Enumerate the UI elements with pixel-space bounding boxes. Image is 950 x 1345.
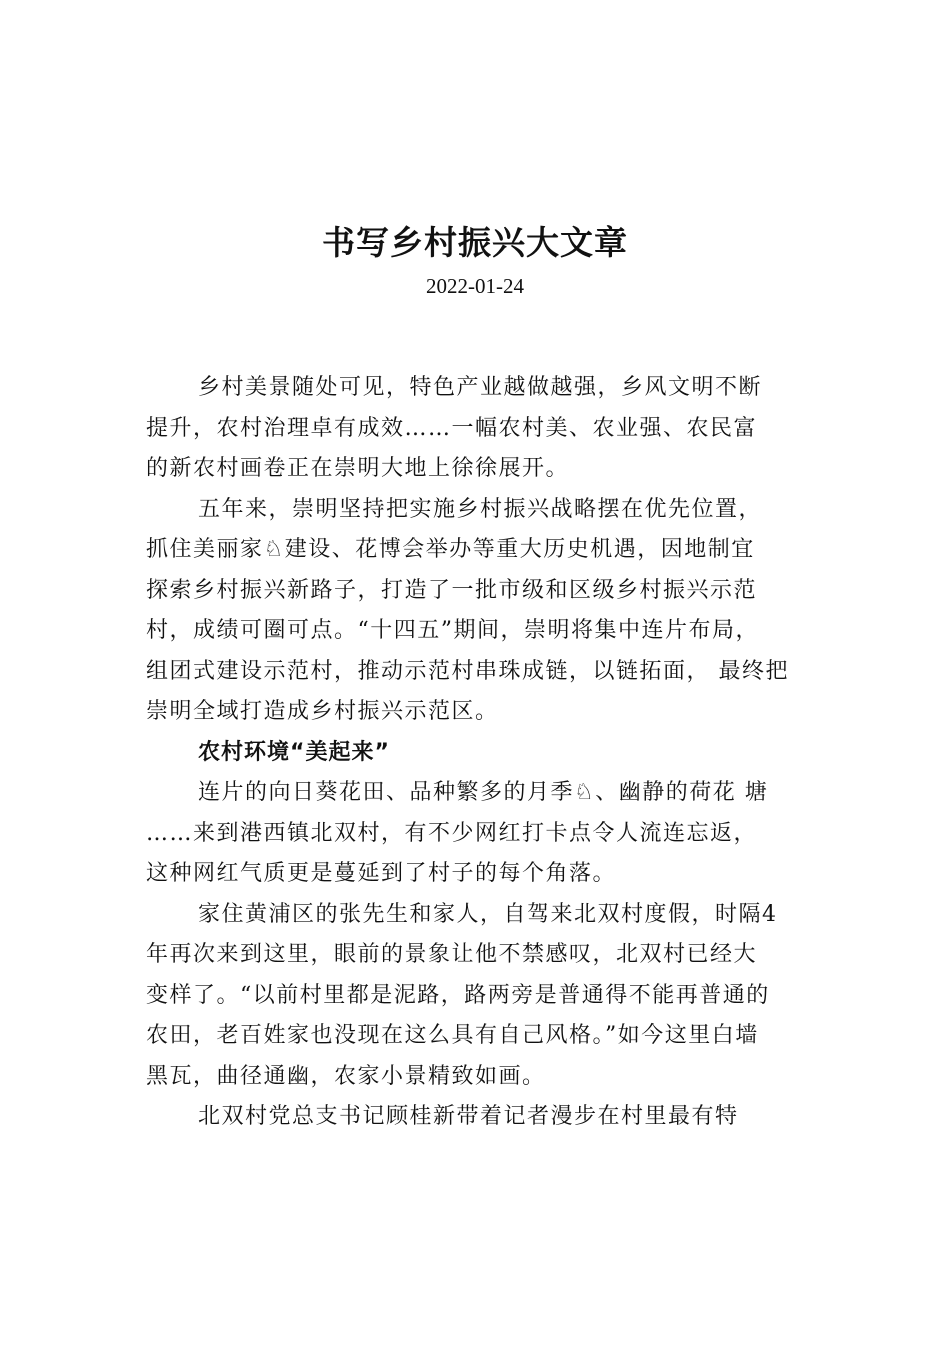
paragraph-line: 组团式建设示范村，推动示范村串珠成链，以链拓面， 最终把 — [146, 658, 789, 684]
paragraph-line: 抓住美丽家♘建设、花博会举办等重大历史机遇，因地制宜 — [146, 537, 755, 562]
paragraph-line: 探索乡村振兴新路子，打造了一批市级和区级乡村振兴示范 — [146, 577, 758, 603]
paragraph-line: 村，成绩可圈可点。“十四五”期间，崇明将集中连片布局， — [146, 618, 759, 643]
paragraph-line: 北双村党总支书记顾桂新带着记者漫步在村里最有特 — [198, 1104, 739, 1129]
paragraph-line: 变样了。“以前村里都是泥路，路两旁是普通得不能再普通的 — [146, 982, 770, 1008]
section-heading: 农村环境“美起来” — [198, 739, 390, 765]
paragraph-line: 五年来，崇明坚持把实施乡村振兴战略摆在优先位置， — [198, 496, 763, 522]
paragraph-line: 的新农村画卷正在崇明大地上徐徐展开。 — [146, 456, 570, 481]
paragraph-line: 农田，老百姓家也没现在这么具有自己风格。”如今这里白墙 — [146, 1023, 759, 1048]
paragraph-line: 这种网红气质更是蔓延到了村子的每个角落。 — [146, 861, 617, 886]
paragraph-line: 崇明全域打造成乡村振兴示范区。 — [146, 699, 499, 724]
article-date: 2022-01-24 — [426, 274, 524, 298]
paragraph-line: 年再次来到这里，眼前的景象让他不禁感叹，北双村已经大 — [146, 942, 758, 967]
paragraph-line: 提升，农村治理卓有成效……一幅农村美、农业强、农民富 — [146, 415, 758, 441]
paragraph-line: ……来到港西镇北双村，有不少网红打卡点令人流连忘返， — [146, 820, 758, 846]
paragraph-line: 连片的向日葵花田、品种繁多的月季♘、幽静的荷花 塘 — [198, 780, 769, 805]
article-body — [146, 368, 816, 1138]
paragraph-line: 乡村美景随处可见，特色产业越做越强，乡风文明不断 — [198, 375, 763, 400]
article-title: 书写乡村振兴大文章 — [322, 223, 628, 262]
paragraph-line: 家住黄浦区的张先生和家人，自驾来北双村度假，时隔4 — [198, 901, 778, 927]
paragraph-line: 黑瓦，曲径通幽，农家小景精致如画。 — [146, 1063, 546, 1089]
